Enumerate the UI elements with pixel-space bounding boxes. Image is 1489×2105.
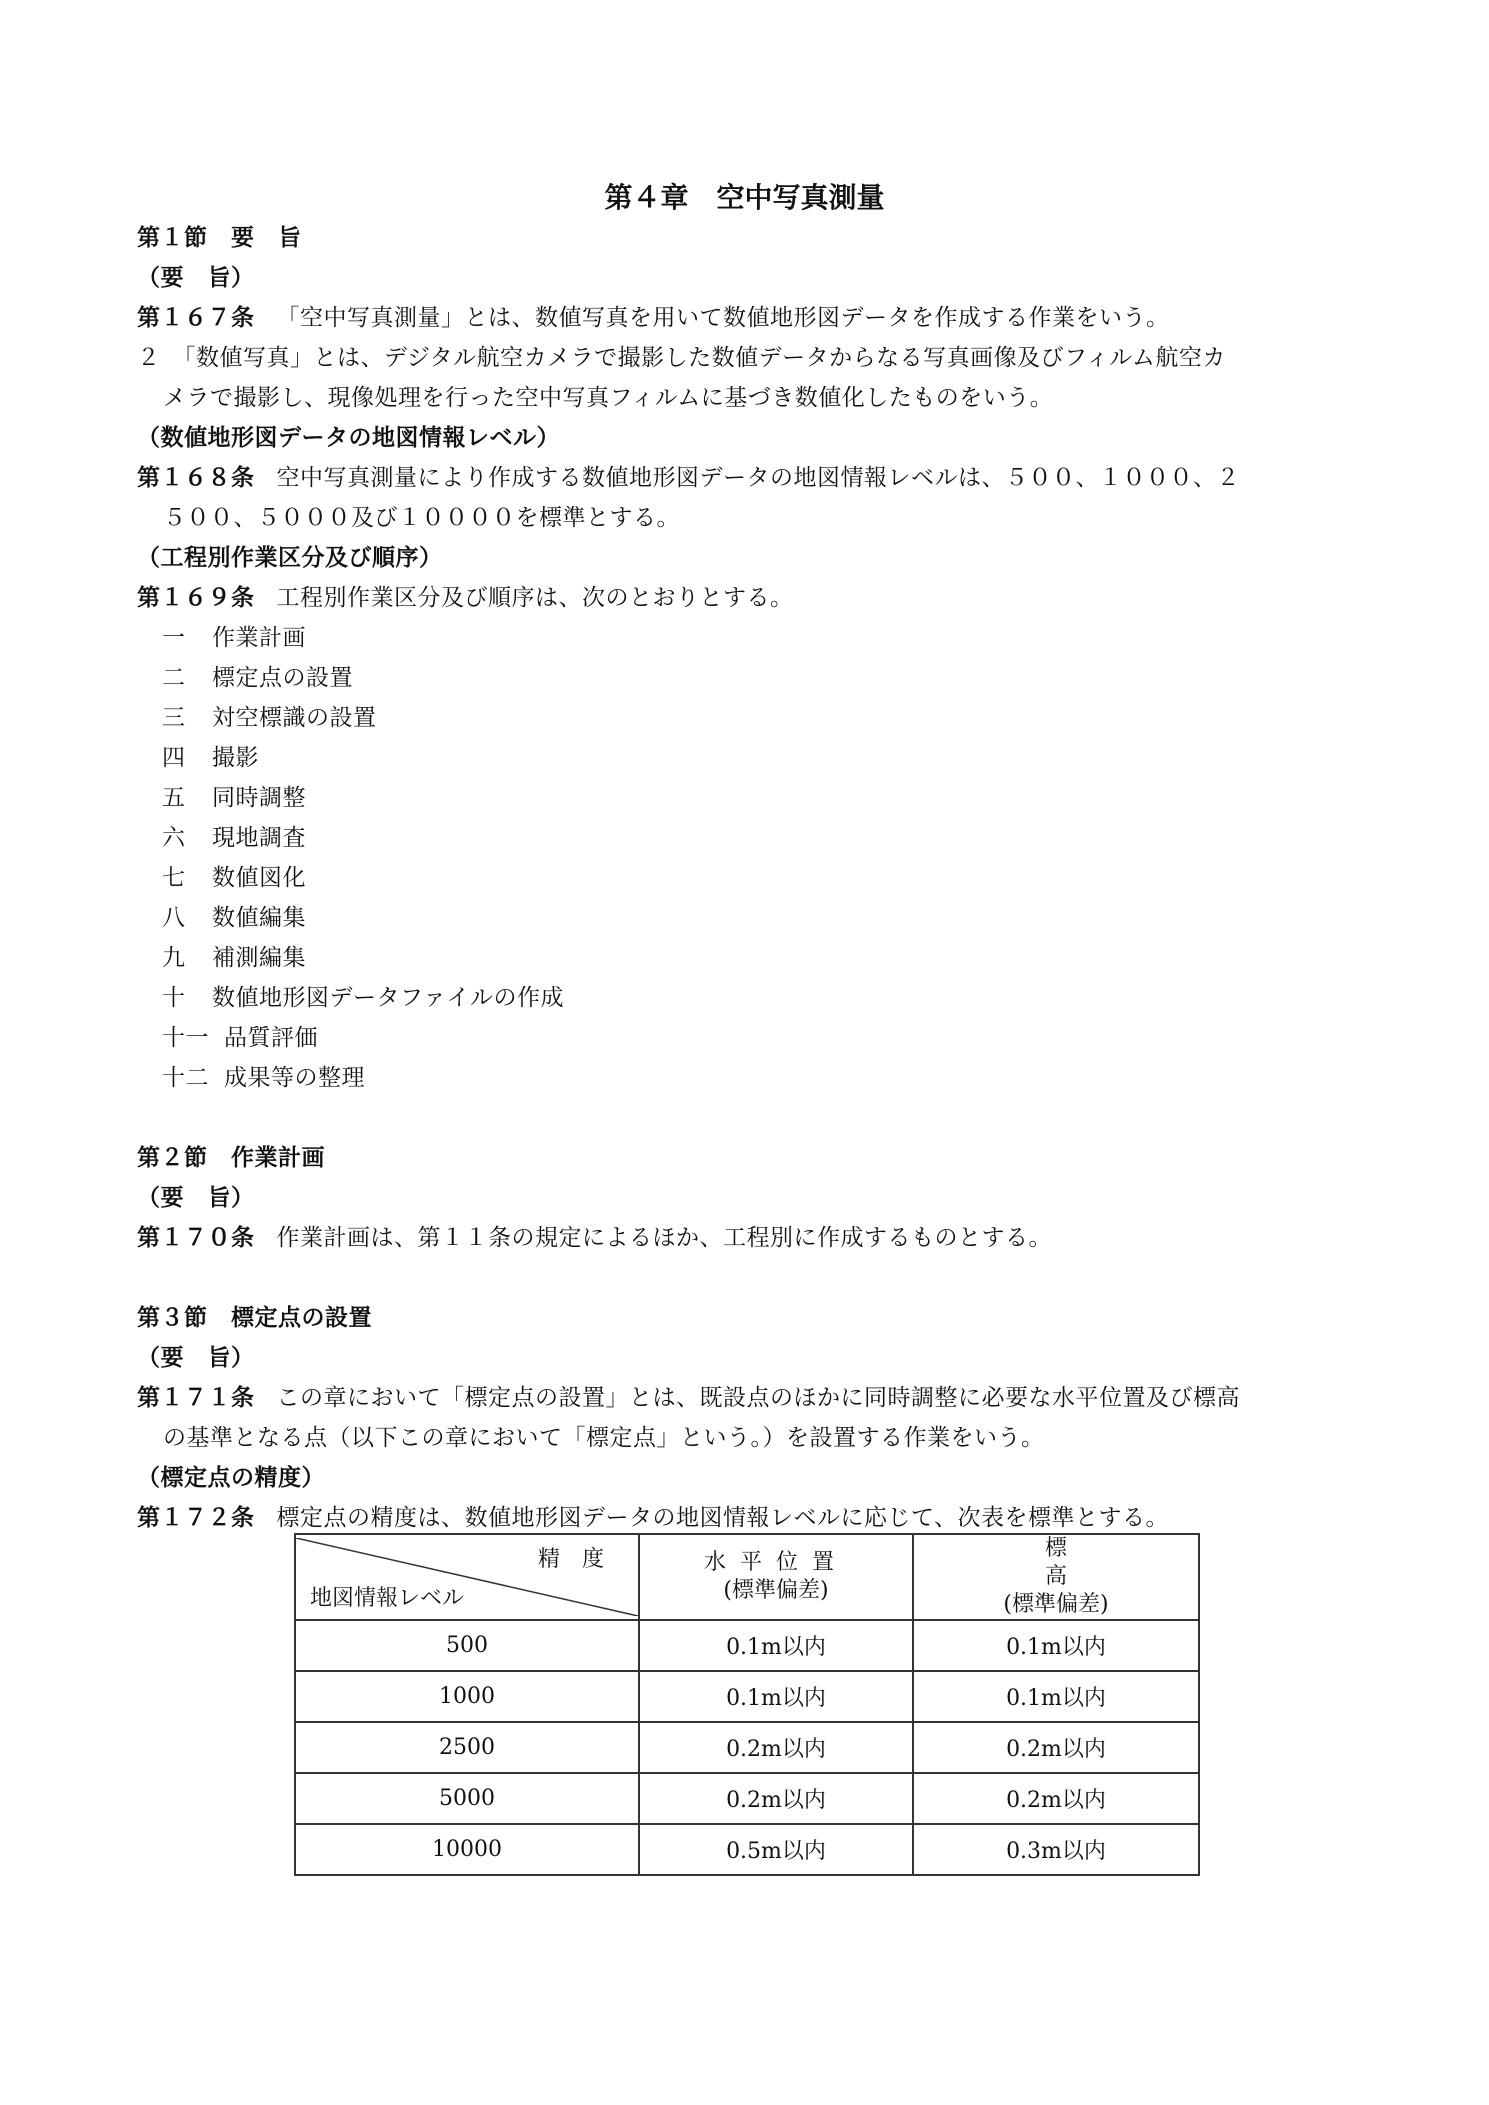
article-caption: （要 旨）	[137, 265, 255, 291]
article-number: 第１６８条	[137, 465, 255, 491]
list-item: 一 作業計画	[162, 625, 306, 651]
article-caption: （要 旨）	[137, 1185, 255, 1211]
article-number: 第１７１条	[137, 1385, 255, 1411]
list-item: 十 数値地形図データファイルの作成	[162, 985, 565, 1011]
table-corner-cell	[295, 1534, 639, 1620]
list-item: 六 現地調査	[162, 825, 306, 851]
corner-bottom-label: 地図情報レベル	[310, 1586, 465, 1611]
list-item: 四 撮影	[162, 745, 259, 771]
corner-top-label: 精度	[537, 1547, 626, 1572]
table-row	[295, 1773, 1199, 1824]
article-number: 第１６７条	[137, 305, 255, 331]
article-number: 第１６９条	[137, 585, 255, 611]
paragraph-line: ２ 「数値写真」とは、デジタル航空カメラで撮影した数値データからなる写真画像及びフィルム航空カ	[137, 345, 1226, 371]
article-167	[137, 303, 1170, 333]
table-cell-height: 0.1m以内	[913, 1671, 1199, 1722]
article-caption: （数値地形図データの地図情報レベル）	[137, 425, 560, 451]
table-cell-level: 5000	[295, 1773, 639, 1824]
list-item: 十二 成果等の整理	[162, 1065, 365, 1091]
table-cell-horizontal: 0.2m以内	[639, 1773, 913, 1824]
article-number: 第１７２条	[137, 1505, 255, 1531]
article-number: 第１７０条	[137, 1225, 255, 1251]
table-row	[295, 1722, 1199, 1773]
table-cell-height: 0.3m以内	[913, 1824, 1199, 1875]
table-row	[295, 1671, 1199, 1722]
table-row	[295, 1620, 1199, 1671]
table-header-row	[295, 1534, 1199, 1620]
section-heading: 第２節 作業計画	[137, 1145, 325, 1171]
article-caption: （工程別作業区分及び順序）	[137, 545, 443, 571]
table-cell-horizontal: 0.2m以内	[639, 1722, 913, 1773]
article-text: 空中写真測量により作成する数値地形図データの地図情報レベルは、５００、１０００、２	[276, 465, 1240, 491]
table-cell-level: 1000	[295, 1671, 639, 1722]
table-row	[295, 1824, 1199, 1875]
paragraph-line: の基準となる点（以下この章において「標定点」という。）を設置する作業をいう。	[163, 1425, 1045, 1451]
article-169	[137, 583, 794, 613]
article-text: 工程別作業区分及び順序は、次のとおりとする。	[276, 585, 794, 611]
table-header-cell: 標高 (標準偏差)	[913, 1534, 1199, 1620]
article-172	[137, 1503, 1169, 1533]
table-cell-level: 10000	[295, 1824, 639, 1875]
table-cell-horizontal: 0.1m以内	[639, 1671, 913, 1722]
table-cell-level: 500	[295, 1620, 639, 1671]
article-caption: （要 旨）	[137, 1345, 255, 1371]
list-item: 七 数値図化	[162, 865, 306, 891]
paragraph-line: ５００、５０００及び１００００を標準とする。	[163, 505, 680, 531]
table-cell-height: 0.2m以内	[913, 1773, 1199, 1824]
accuracy-table	[294, 1533, 1200, 1876]
article-text: この章において「標定点の設置」とは、既設点のほかに同時調整に必要な水平位置及び標高	[276, 1385, 1240, 1411]
paragraph-line: メラで撮影し、現像処理を行った空中写真フィルムに基づき数値化したものをいう。	[163, 385, 1054, 411]
table-cell-level: 2500	[295, 1722, 639, 1773]
article-caption: （標定点の精度）	[137, 1465, 325, 1491]
article-text: 作業計画は、第１１条の規定によるほか、工程別に作成するものとする。	[276, 1225, 1052, 1251]
list-item: 二 標定点の設置	[162, 665, 353, 691]
list-item: 八 数値編集	[162, 905, 306, 931]
table-cell-horizontal: 0.1m以内	[639, 1620, 913, 1671]
table-cell-horizontal: 0.5m以内	[639, 1824, 913, 1875]
list-item: 九 補測編集	[162, 945, 306, 971]
section-heading: 第３節 標定点の設置	[137, 1305, 372, 1331]
list-item: 十一 品質評価	[162, 1025, 318, 1051]
article-168	[137, 463, 1240, 493]
article-170	[137, 1223, 1052, 1253]
section-heading: 第１節 要 旨	[137, 225, 302, 251]
list-item: 三 対空標識の設置	[162, 705, 377, 731]
article-text: 標定点の精度は、数値地形図データの地図情報レベルに応じて、次表を標準とする。	[276, 1505, 1170, 1531]
article-text: 「空中写真測量」とは、数値写真を用いて数値地形図データを作成する作業をいう。	[276, 305, 1170, 331]
article-171	[137, 1383, 1240, 1413]
table-header-cell: 水平位置 (標準偏差)	[639, 1534, 913, 1620]
table-cell-height: 0.1m以内	[913, 1620, 1199, 1671]
chapter-title: 第４章 空中写真測量	[604, 181, 885, 214]
table-cell-height: 0.2m以内	[913, 1722, 1199, 1773]
list-item: 五 同時調整	[162, 785, 306, 811]
